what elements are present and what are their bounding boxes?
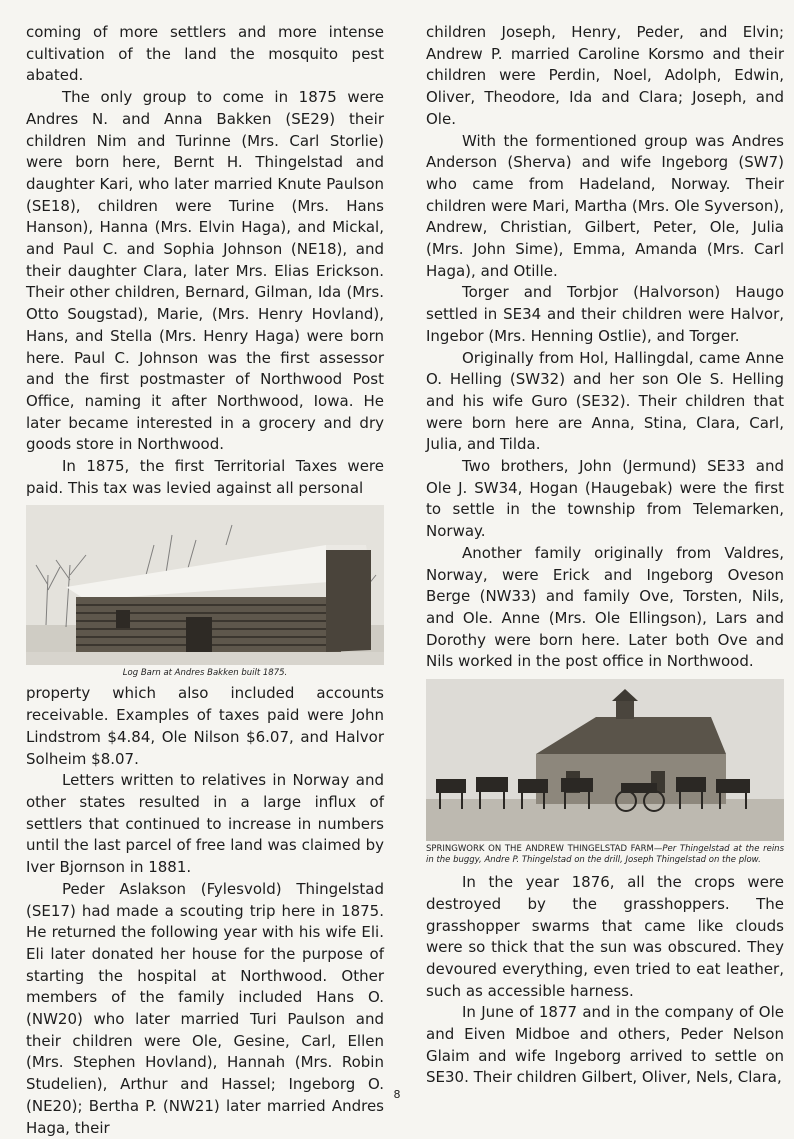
page-number: 8 xyxy=(393,1088,401,1101)
caption-text: —Per Thingelstad at the reins in the buggy, Andre P. Thingelstad on the drill, Joseph Thingelstad on the plow. xyxy=(426,844,784,866)
springwork-farm-image xyxy=(426,679,784,841)
paragraph: coming of more settlers and more intense cultivation of the land the mosquito pest abated. xyxy=(26,23,384,85)
log-barn-photo xyxy=(26,505,384,679)
right-column xyxy=(426,22,784,1089)
paragraph: Peder Aslakson (Fylesvold) Thingelstad (SE17) had made a scouting trip here in 1875. He returned the following year with his wife Eli. Eli later donated her house for the purpose of starting the hospital at Northwood. Other members of the family included Hans O. (NW20) who later married Turi Paulson and their children were Ole, Gesine, Carl, Ellen (Mrs. Stephen Hovland), Hannah (Mrs. Robin Studelien), Arthur and Hassel; Ingeborg O. (NE20); Bertha P. (NW21) later married Andres Haga, their xyxy=(26,879,384,1137)
paragraph: Two brothers, John (Jermund) SE33 and Ole J. SW34, Hogan (Haugebak) were the first to settle in the township from Telemarken, Norway. xyxy=(426,457,784,541)
paragraph: In the year 1876, all the crops were destroyed by the grasshoppers. The grasshopper swarms that came like clouds were so thick that the sun was obscured. They devoured everything, even tried to eat leather, such as accessible harness. xyxy=(426,873,784,1000)
paragraph: In June of 1877 and in the company of Ole and Eiven Midboe and others, Peder Nelson Glaim and wife Ingeborg arrived to settle on SE30. Their children Gilbert, Oliver, Nels, Clara, xyxy=(426,1003,784,1087)
paragraph: In 1875, the first Territorial Taxes were paid. This tax was levied against all personal xyxy=(26,457,384,497)
paragraph: children Joseph, Henry, Peder, and Elvin; Andrew P. married Caroline Korsmo and their children were Perdin, Noel, Adolph, Edwin, Oliver, Theodore, Ida and Clara; Joseph, and Ole. xyxy=(426,23,784,128)
paragraph: Originally from Hol, Hallingdal, came Anne O. Helling (SW32) and her son Ole S. Helling and his wife Guro (SE32). Their children that were born here are Anna, Stina, Clara, Carl, Julia, and Tilda. xyxy=(426,348,784,454)
paragraph: property which also included accounts receivable. Examples of taxes paid were John Lindstrom $4.84, Ole Nilson $6.07, and Halvor Solheim $8.07. xyxy=(26,684,384,768)
paragraph: With the formentioned group was Andres Anderson (Sherva) and wife Ingeborg (SW7) who came from Hadeland, Norway. Their children were Mari, Martha (Mrs. Ole Syverson), Andrew, Christian, Gilbert, Peter, Ole, Julia (Mrs. John Sime), Emma, Amanda (Mrs. Carl Haga), and Otille. xyxy=(426,131,785,280)
log-barn-image xyxy=(26,505,384,665)
photo-caption xyxy=(426,844,784,866)
paragraph: Torger and Torbjor (Halvorson) Haugo settled in SE34 and their children were Halvor, Ingebor (Mrs. Henning Ostlie), and Torger. xyxy=(426,283,784,345)
paragraph: Another family originally from Valdres, Norway, were Erick and Ingeborg Oveson Berge (NW33) and family Ove, Torsten, Nils, and Ole. Anne (Mrs. Ole Ellingson), Lars and Dorothy were born here. Later both Ove and Nils worked in the post office in Northwood. xyxy=(426,543,784,671)
photo-caption: Log Barn at Andres Bakken built 1875. xyxy=(122,668,288,679)
paragraph: Letters written to relatives in Norway and other states resulted in a large influx of settlers that continued to increase in numbers until the last parcel of free land was claimed by Iver Bjornson in 1881. xyxy=(26,771,384,877)
paragraph: The only group to come in 1875 were Andres N. and Anna Bakken (SE29) their children Nim and Turinne (Mrs. Carl Storlie) were born here, Bernt H. Thingelstad and daughter Kari, who later married Knute Paulson (SE18), children were Turine (Mrs. Hans Hanson), Hanna (Mrs. Elvin Haga), and Mickal, and Paul C. and Sophia Johnson (NE18), and their daughter Clara, later Mrs. Elias Erickson. Their other children, Bernard, Gilman, Ida (Mrs. Otto Sougstad), Marie, (Mrs. Henry Hovland), Hans, and Stella (Mrs. Henry Haga) were born here. Paul C. Johnson was the first assessor and the first postmaster of Northwood Post Office, naming it after Northwood, Iowa. He later became interested in a grocery and dry goods store in Northwood. xyxy=(26,88,384,454)
left-column xyxy=(26,22,384,1139)
springwork-photo xyxy=(426,679,784,866)
caption-title: SPRINGWORK ON THE ANDREW THINGELSTAD FARM xyxy=(426,844,654,855)
